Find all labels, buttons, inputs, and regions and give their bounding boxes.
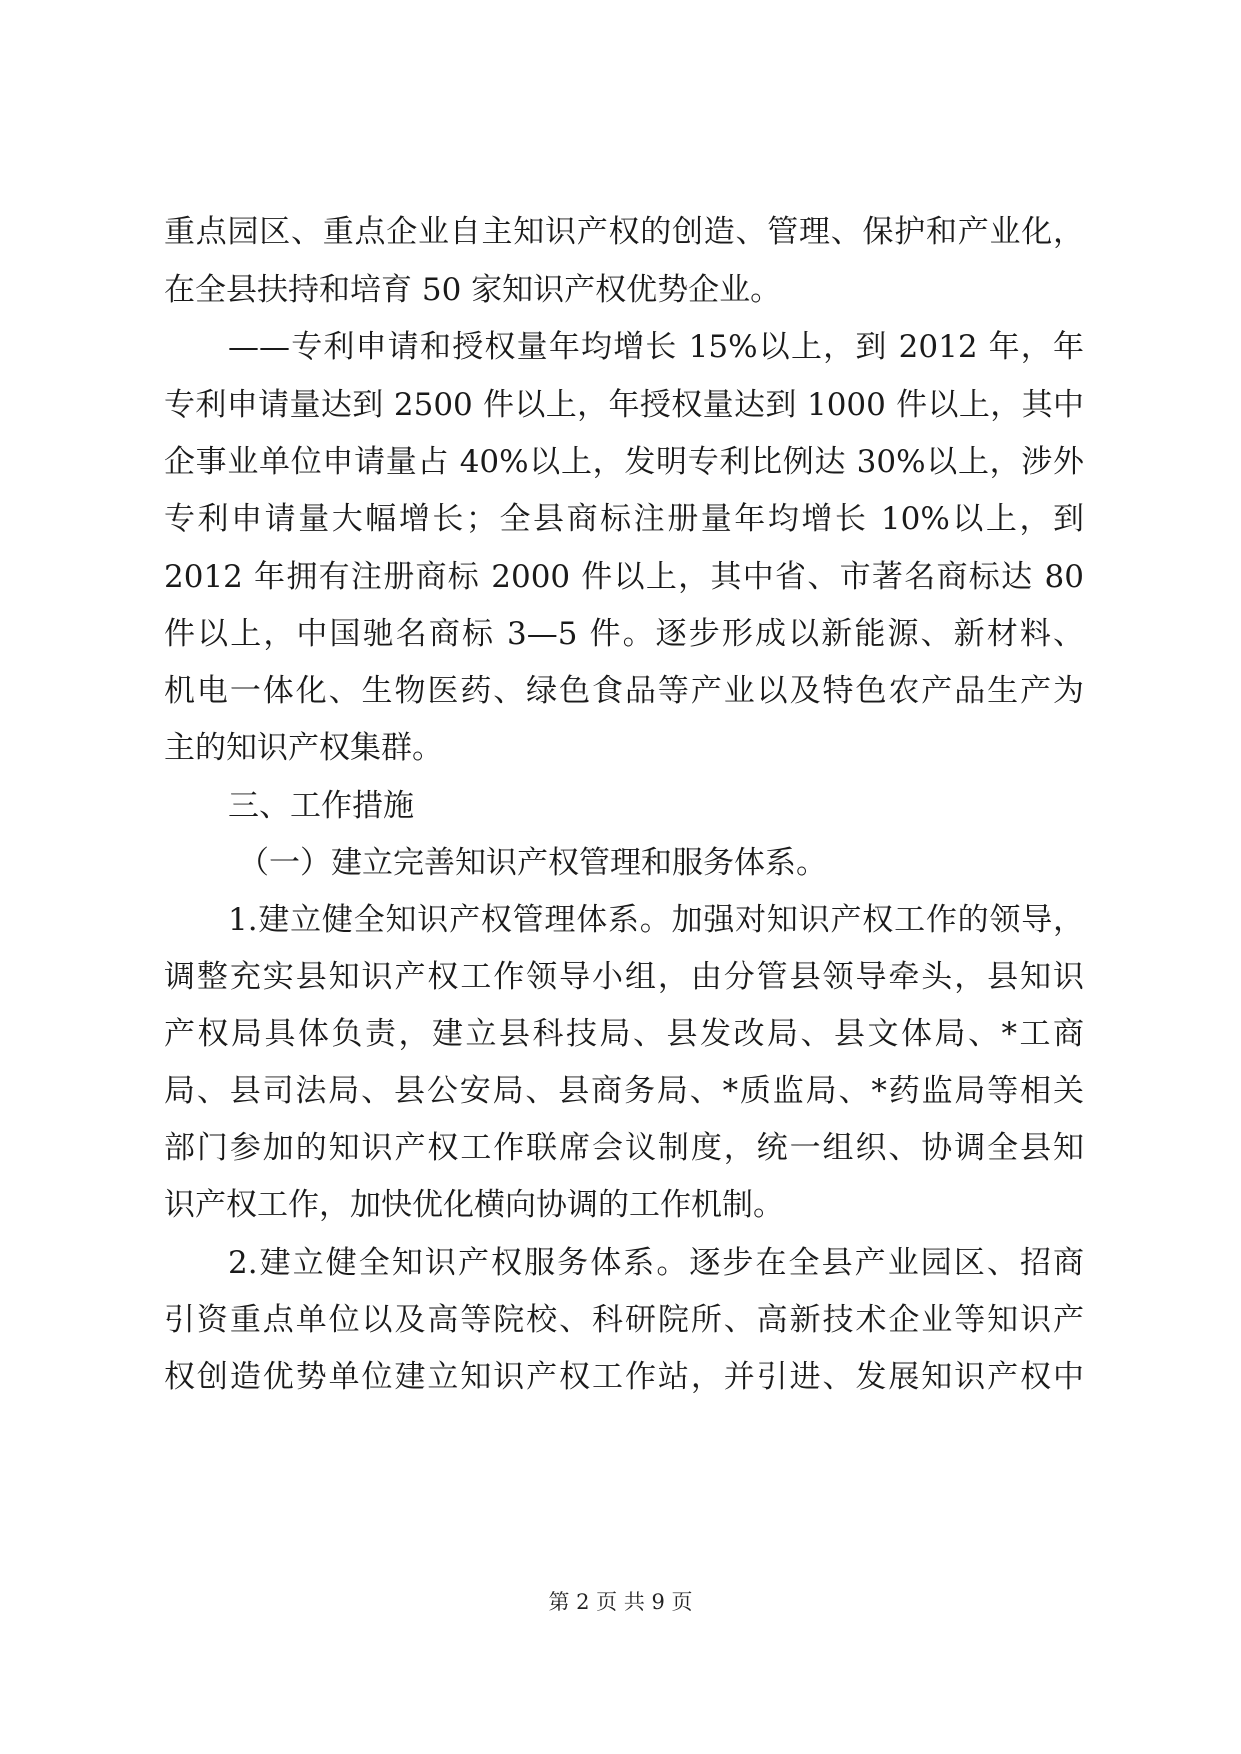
body-text-line: 2012 年拥有注册商标 2000 件以上，其中省、市著名商标达 80 xyxy=(164,559,1084,595)
body-text-line: 机电一体化、生物医药、绿色食品等产业以及特色农产品生产为 xyxy=(164,673,1084,709)
body-text-line: 2.建立健全知识产权服务体系。逐步在全县产业园区、招商 xyxy=(228,1245,1084,1281)
body-text-line: 在全县扶持和培育 50 家知识产权优势企业。 xyxy=(164,272,782,308)
body-text-line: 重点园区、重点企业自主知识产权的创造、管理、保护和产业化， xyxy=(164,214,1084,250)
body-text-line: ——专利申请和授权量年均增长 15%以上，到 2012 年，年 xyxy=(228,329,1084,365)
body-text-line: 专利申请量大幅增长；全县商标注册量年均增长 10%以上，到 xyxy=(164,501,1084,537)
body-text-line: 部门参加的知识产权工作联席会议制度，统一组织、协调全县知 xyxy=(164,1130,1084,1166)
body-text-line: 引资重点单位以及高等院校、科研院所、高新技术企业等知识产 xyxy=(164,1302,1084,1338)
page-number-footer: 第 2 页 共 9 页 xyxy=(548,1590,693,1614)
subsection-heading: （一）建立完善知识产权管理和服务体系。 xyxy=(238,845,827,881)
body-text-line: 调整充实县知识产权工作领导小组，由分管县领导牵头，县知识 xyxy=(164,959,1084,995)
body-text-line: 识产权工作，加快优化横向协调的工作机制。 xyxy=(164,1187,784,1223)
body-text-line: 局、县司法局、县公安局、县商务局、*质监局、*药监局等相关 xyxy=(164,1073,1084,1109)
body-text-line: 企事业单位申请量占 40%以上，发明专利比例达 30%以上，涉外 xyxy=(164,444,1084,480)
body-text-line: 专利申请量达到 2500 件以上，年授权量达到 1000 件以上，其中 xyxy=(164,387,1084,423)
body-text-line: 权创造优势单位建立知识产权工作站，并引进、发展知识产权中 xyxy=(164,1359,1084,1395)
body-text-line: 产权局具体负责，建立县科技局、县发改局、县文体局、*工商 xyxy=(164,1016,1084,1052)
body-text-line: 件以上，中国驰名商标 3—5 件。逐步形成以新能源、新材料、 xyxy=(164,616,1084,652)
body-text-line: 1.建立健全知识产权管理体系。加强对知识产权工作的领导， xyxy=(228,902,1084,938)
section-heading: 三、工作措施 xyxy=(228,788,414,824)
body-text-line: 主的知识产权集群。 xyxy=(164,730,443,766)
